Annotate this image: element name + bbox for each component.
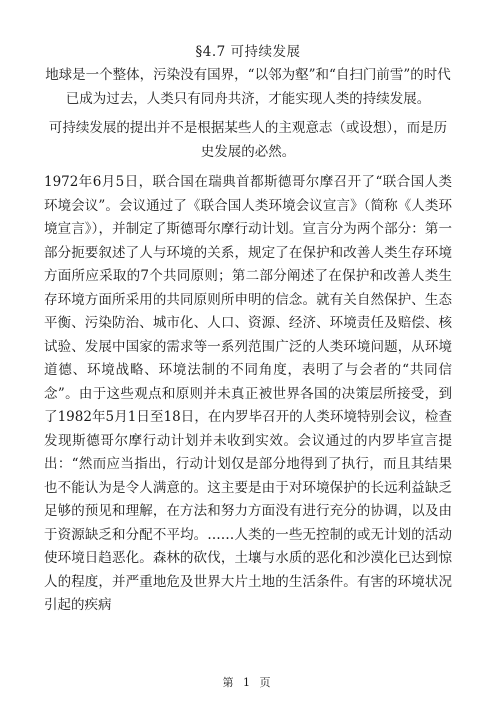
body-paragraph: 1972年6月5日，联合国在瑞典首都斯德哥尔摩召开了“联合国人类环境会议”。会议通过了《联合国人类环境会议宣言》（简称《人类环境宣言》），并制定了斯德哥尔摩行动计划。宣言分为两个部分：第一部分扼要叙述了人与环境的关系，规定了在保护和改善人类生存环境方面所应采取的7个共同原则；第二部分阐述了在保护和改善人类生存环境方面所采用的共同原则所申明的信念。就有关自然保护、生态平衡、污染防治、城市化、人口、资源、经济、环境责任及赔偿、核试验、发展中国家的需求等一系列范围广泛的人类环境问题，从环境道德、环境战略、环境法制的不同角度，表明了与会者的“共同信念”。由于这些观点和原则并未真正被世界各国的决策层所接受，到了1982年5月1日至18日，在内罗毕召开的人类环境特别会议，检查发现斯德哥尔摩行动计划并未收到实效。会议通过的内罗毕宣言提出：“然而应当指出，行动计划仅是部分地得到了执行，而且其结果也不能认为是令人满意的。这主要是由于对环境保护的长远利益缺乏足够的预见和理解，在方法和努力方面没有进行充分的协调，以及由于资源缺乏和分配不平均。……人类的一些无控制的或无计划的活动使环境日趋恶化。森林的砍伐，土壤与水质的恶化和沙漠化已达到惊人的程度，并严重地危及世界大片土地的生活条件。有害的环境状况引起的疾病 — [44, 174, 452, 613]
intro-paragraph-2: 可持续发展的提出并不是根据某些人的主观意志（或设想），而是历史发展的必然。 — [48, 120, 448, 160]
section-title: §4.7 可持续发展 — [195, 44, 301, 60]
page-number-footer: 第 1 页 — [222, 676, 274, 689]
intro-paragraph-1: 地球是一个整体，污染没有国界，“以邻为壑”和“自扫门前雪”的时代已成为过去，人类只有同舟共济，才能实现人类的持续发展。 — [45, 67, 451, 107]
